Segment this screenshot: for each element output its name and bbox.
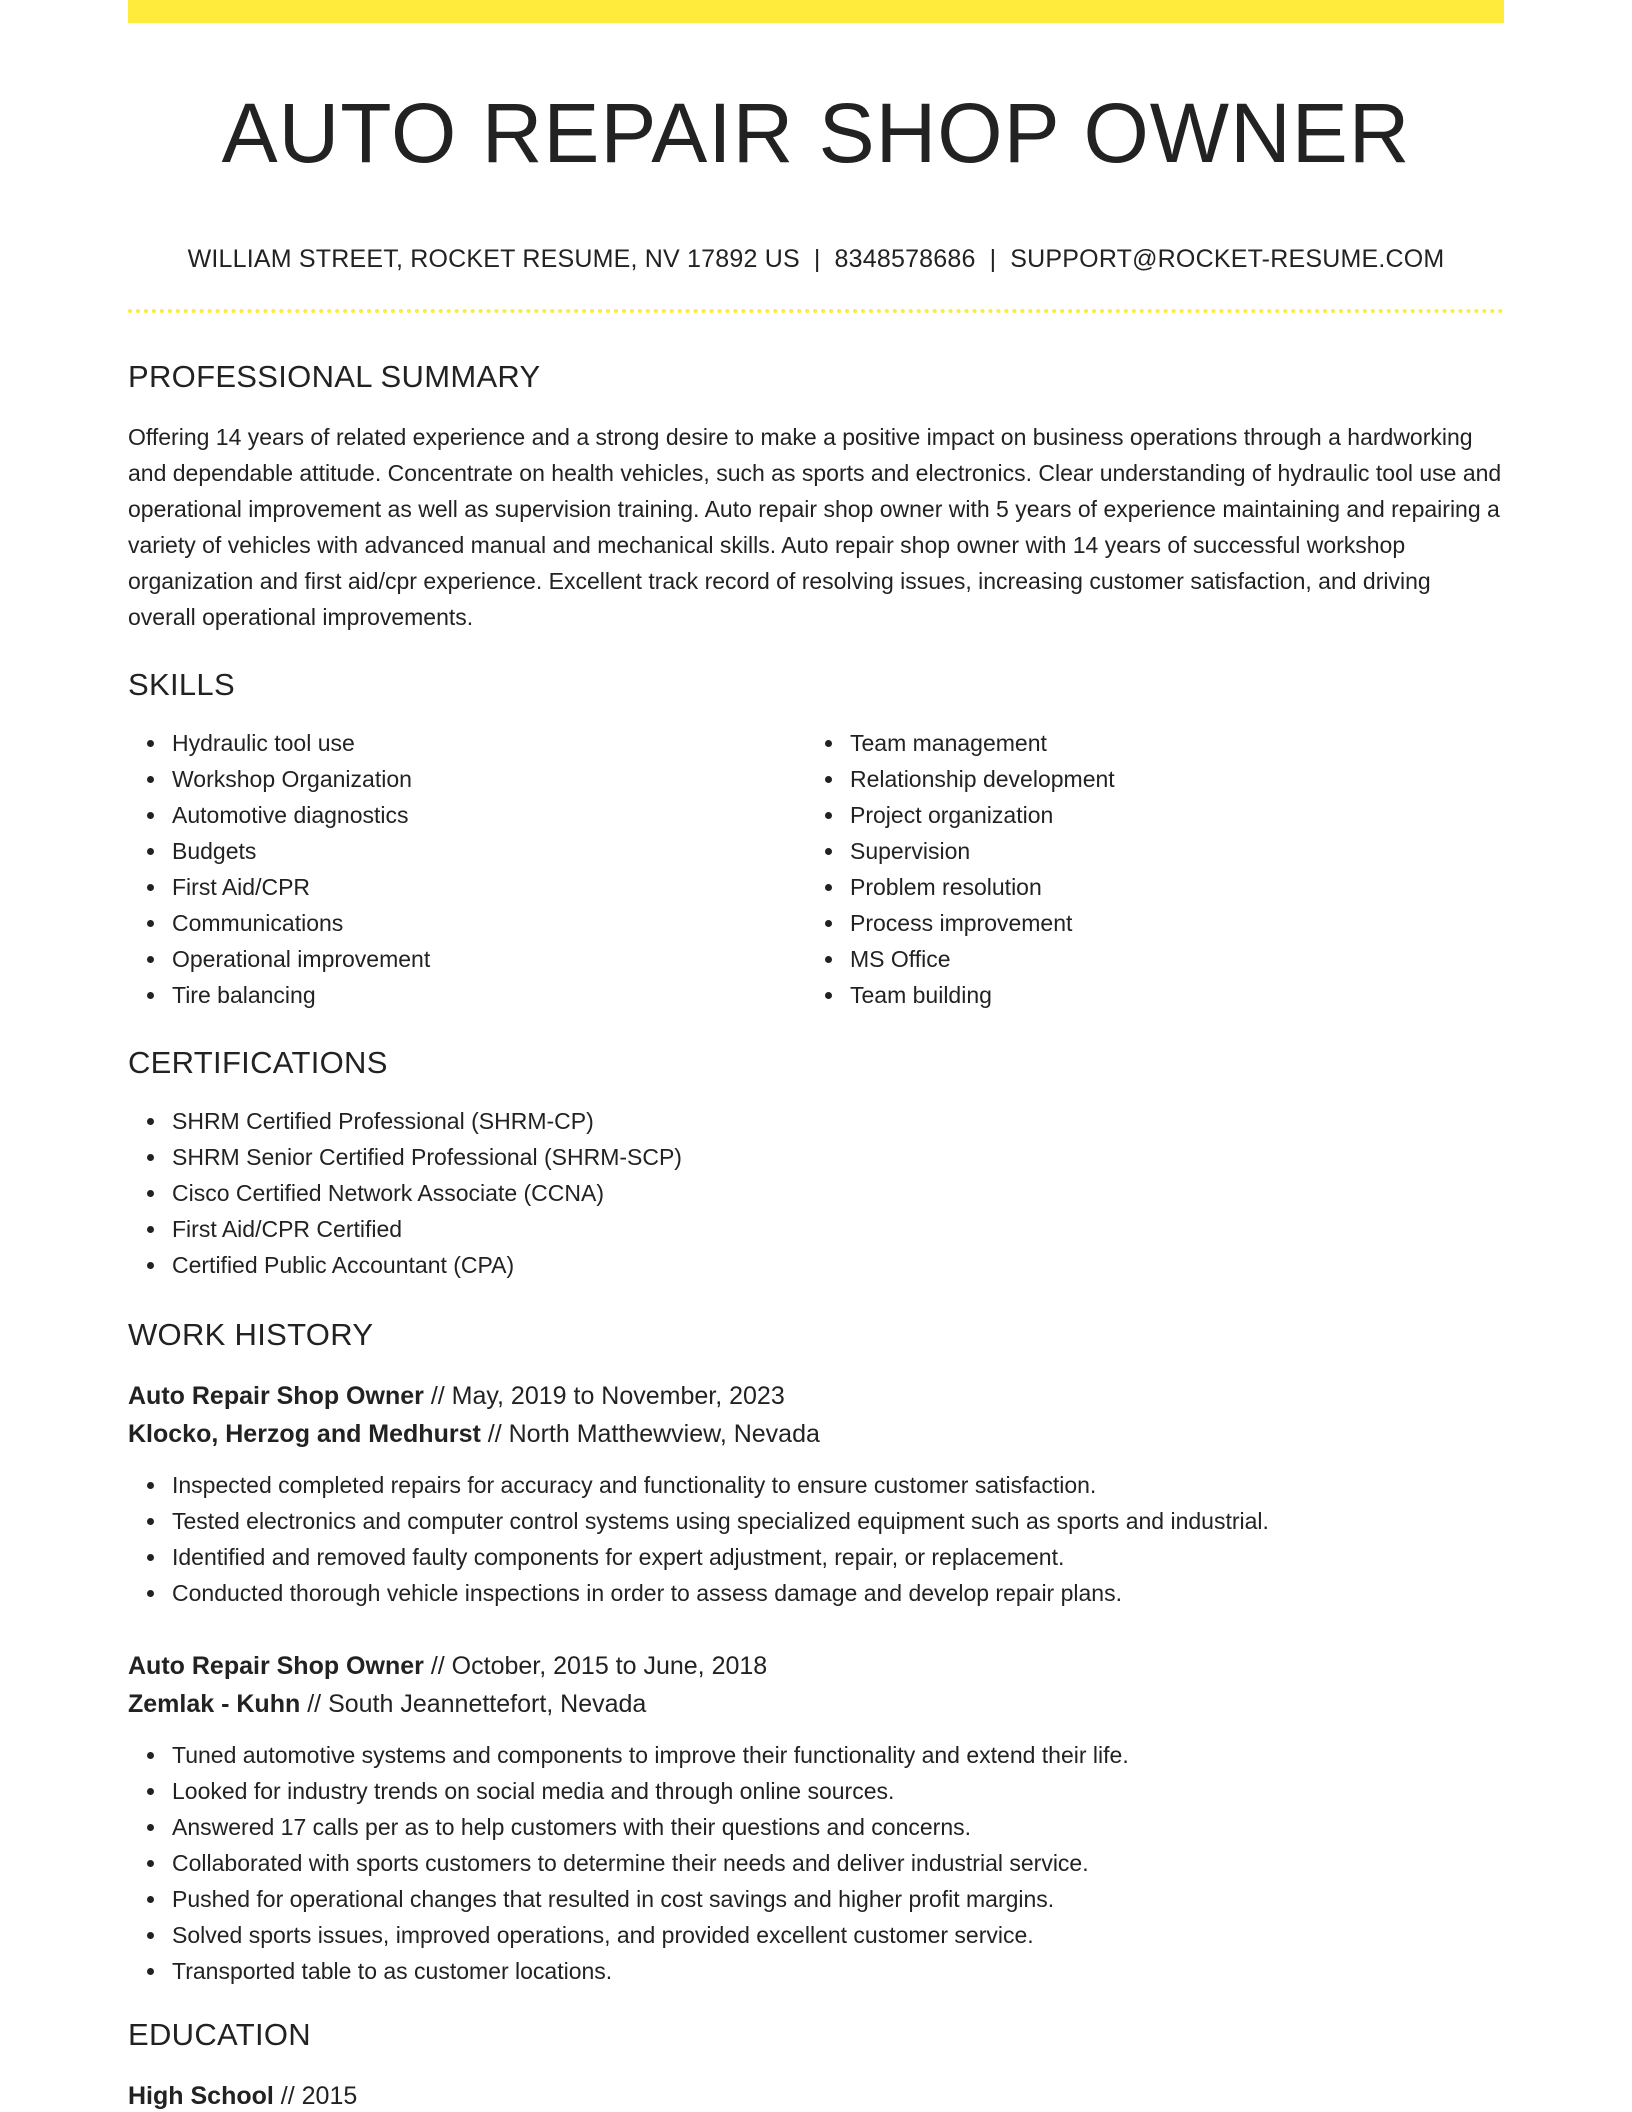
job-role: Auto Repair Shop Owner	[128, 1382, 424, 1410]
skill-item: First Aid/CPR	[128, 869, 806, 905]
education-delimiter: //	[280, 2082, 295, 2110]
job-duty-item: Inspected completed repairs for accuracy and functionality to ensure customer satisfaction.	[128, 1467, 1504, 1503]
skill-item: Problem resolution	[806, 869, 1484, 905]
job-duty-item: Tuned automotive systems and components to improve their functionality and extend their life.	[128, 1737, 1504, 1773]
certification-item: Certified Public Accountant (CPA)	[128, 1247, 1504, 1283]
certification-item: SHRM Senior Certified Professional (SHRM-SCP)	[128, 1139, 1504, 1175]
skills-columns	[128, 725, 1504, 1013]
job-dates: May, 2019 to November, 2023	[451, 1382, 785, 1410]
job-duty-item: Identified and removed faulty components for expert adjustment, repair, or replacement.	[128, 1539, 1504, 1575]
job-company-line	[128, 1685, 1504, 1723]
certifications-heading: CERTIFICATIONS	[128, 1045, 388, 1080]
job-duty-item: Collaborated with sports customers to determine their needs and deliver industrial service.	[128, 1845, 1504, 1881]
skill-item: Team building	[806, 977, 1484, 1013]
skill-item: Relationship development	[806, 761, 1484, 797]
education-entry	[128, 2077, 1504, 2112]
job-location: South Jeannettefort, Nevada	[328, 1690, 647, 1718]
skill-item: Supervision	[806, 833, 1484, 869]
job-delimiter: //	[307, 1690, 322, 1718]
contact-separator: |	[989, 245, 997, 273]
job-duty-item: Solved sports issues, improved operations, and provided excellent customer service.	[128, 1917, 1504, 1953]
skill-item: Project organization	[806, 797, 1484, 833]
certification-item: Cisco Certified Network Associate (CCNA)	[128, 1175, 1504, 1211]
skill-item: MS Office	[806, 941, 1484, 977]
skill-item: Team management	[806, 725, 1484, 761]
job-location: North Matthewview, Nevada	[508, 1420, 820, 1448]
education-degree: High School	[128, 2082, 274, 2110]
contact-phone: 8348578686	[834, 245, 976, 273]
contact-address: WILLIAM STREET, ROCKET RESUME, NV 17892 US	[187, 245, 800, 273]
job-company: Zemlak - Kuhn	[128, 1690, 301, 1718]
education-year: 2015	[301, 2082, 358, 2110]
certification-item: SHRM Certified Professional (SHRM-CP)	[128, 1103, 1504, 1139]
job-duties-list	[128, 1737, 1504, 1989]
job-entry	[128, 1647, 1504, 1989]
skill-item: Operational improvement	[128, 941, 806, 977]
skill-item: Automotive diagnostics	[128, 797, 806, 833]
job-delimiter: //	[487, 1420, 502, 1448]
job-dates: October, 2015 to June, 2018	[451, 1652, 768, 1680]
summary-heading: PROFESSIONAL SUMMARY	[128, 359, 541, 394]
job-duty-item: Transported table to as customer locations.	[128, 1953, 1504, 1989]
certification-item: First Aid/CPR Certified	[128, 1211, 1504, 1247]
skills-list-right	[806, 725, 1484, 1013]
job-duty-item: Conducted thorough vehicle inspections in order to assess damage and develop repair plans.	[128, 1575, 1504, 1611]
job-title-line	[128, 1647, 1504, 1685]
job-role: Auto Repair Shop Owner	[128, 1652, 424, 1680]
skill-item: Hydraulic tool use	[128, 725, 806, 761]
skill-item: Communications	[128, 905, 806, 941]
contact-email: SUPPORT@ROCKET-RESUME.COM	[1010, 245, 1445, 273]
certifications-list	[128, 1103, 1504, 1283]
skills-heading: SKILLS	[128, 667, 235, 702]
job-delimiter: //	[430, 1652, 445, 1680]
skill-item: Process improvement	[806, 905, 1484, 941]
dotted-divider	[128, 309, 1504, 313]
accent-bar	[128, 0, 1504, 23]
resume-page	[128, 0, 1504, 2112]
skill-item: Tire balancing	[128, 977, 806, 1013]
job-delimiter: //	[430, 1382, 445, 1410]
job-company-line	[128, 1415, 1504, 1453]
skill-item: Workshop Organization	[128, 761, 806, 797]
job-entry	[128, 1377, 1504, 1611]
job-title-line	[128, 1377, 1504, 1415]
resume-name: AUTO REPAIR SHOP OWNER	[221, 86, 1411, 180]
job-duty-item: Answered 17 calls per as to help customers with their questions and concerns.	[128, 1809, 1504, 1845]
contact-separator: |	[813, 245, 821, 273]
job-duty-item: Looked for industry trends on social media and through online sources.	[128, 1773, 1504, 1809]
work-history-heading: WORK HISTORY	[128, 1317, 374, 1352]
summary-text: Offering 14 years of related experience and a strong desire to make a positive impact on business operations through a hardworking and dependable attitude. Concentrate on health vehicles, such as sports and electronics. Clear understanding of hydraulic tool use and operational improvement as well as supervision training. Auto repair shop owner with 5 years of experience maintaining and repairing a variety of vehicles with advanced manual and mechanical skills. Auto repair shop owner with 14 years of successful workshop organization and first aid/cpr experience. Excellent track record of resolving issues, increasing customer satisfaction, and driving overall operational improvements.	[128, 424, 1502, 630]
job-company: Klocko, Herzog and Medhurst	[128, 1420, 481, 1448]
skill-item: Budgets	[128, 833, 806, 869]
education-heading: EDUCATION	[128, 2017, 311, 2052]
job-duties-list	[128, 1467, 1504, 1611]
job-duty-item: Pushed for operational changes that resulted in cost savings and higher profit margins.	[128, 1881, 1504, 1917]
job-duty-item: Tested electronics and computer control systems using specialized equipment such as sports and industrial.	[128, 1503, 1504, 1539]
contact-line	[128, 243, 1504, 275]
skills-list-left	[128, 725, 806, 1013]
